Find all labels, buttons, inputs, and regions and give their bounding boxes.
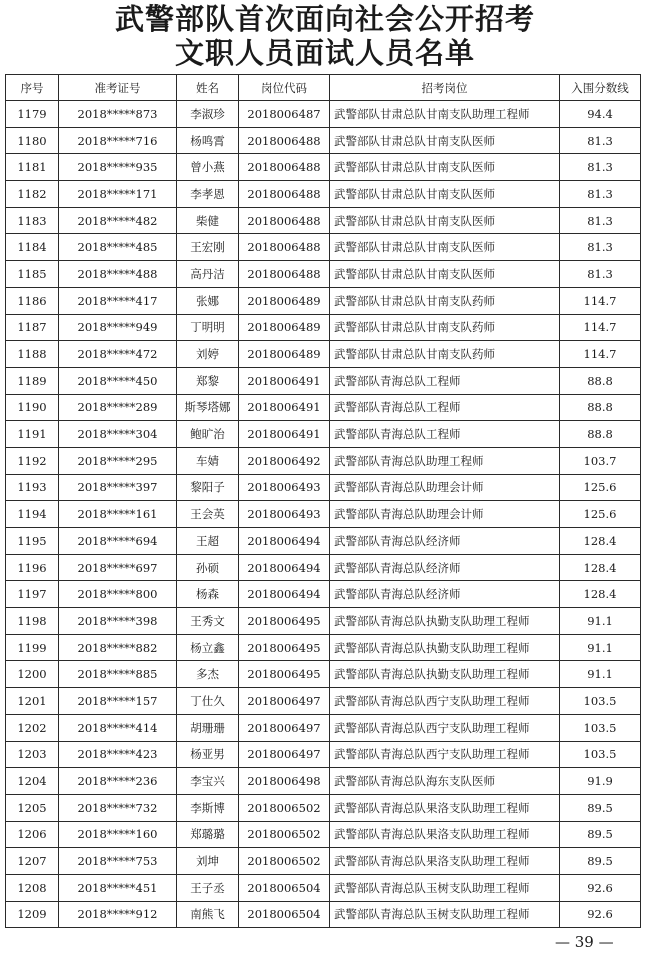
cell-post-title: 武警部队甘肃总队甘南支队医师	[330, 207, 560, 234]
cell-serial-number: 1185	[6, 261, 59, 288]
cell-cutoff-score: 81.3	[560, 234, 641, 261]
table-row	[6, 768, 641, 795]
cell-name: 李孝恩	[177, 181, 239, 208]
cell-ticket-number: 2018*****716	[59, 127, 177, 154]
cell-ticket-number: 2018*****295	[59, 447, 177, 474]
cell-post-code: 2018006488	[239, 261, 330, 288]
cell-post-title: 武警部队青海总队助理会计师	[330, 501, 560, 528]
cell-post-title: 武警部队青海总队西宁支队助理工程师	[330, 741, 560, 768]
cell-post-code: 2018006502	[239, 821, 330, 848]
table-row	[6, 287, 641, 314]
cell-name: 丁明明	[177, 314, 239, 341]
cell-post-code: 2018006502	[239, 848, 330, 875]
cell-ticket-number: 2018*****697	[59, 554, 177, 581]
cell-serial-number: 1191	[6, 421, 59, 448]
cell-post-code: 2018006494	[239, 528, 330, 555]
cell-post-code: 2018006492	[239, 447, 330, 474]
cell-cutoff-score: 91.1	[560, 634, 641, 661]
cell-serial-number: 1182	[6, 181, 59, 208]
cell-post-title: 武警部队青海总队执勤支队助理工程师	[330, 661, 560, 688]
cell-name: 李斯博	[177, 794, 239, 821]
table-row	[6, 501, 641, 528]
cell-cutoff-score: 92.6	[560, 901, 641, 928]
cell-post-title: 武警部队青海总队工程师	[330, 367, 560, 394]
cell-post-code: 2018006497	[239, 688, 330, 715]
cell-post-code: 2018006489	[239, 314, 330, 341]
cell-serial-number: 1192	[6, 447, 59, 474]
cell-serial-number: 1189	[6, 367, 59, 394]
cell-cutoff-score: 88.8	[560, 421, 641, 448]
cell-serial-number: 1194	[6, 501, 59, 528]
cell-post-code: 2018006495	[239, 608, 330, 635]
cell-name: 王超	[177, 528, 239, 555]
cell-cutoff-score: 81.3	[560, 127, 641, 154]
table-row	[6, 794, 641, 821]
cell-post-title: 武警部队青海总队经济师	[330, 581, 560, 608]
header-name: 姓名	[177, 75, 239, 101]
cell-serial-number: 1202	[6, 714, 59, 741]
cell-serial-number: 1203	[6, 741, 59, 768]
table-row	[6, 634, 641, 661]
table-row	[6, 741, 641, 768]
document-title-line-1: 武警部队首次面向社会公开招考	[114, 2, 535, 36]
cell-ticket-number: 2018*****236	[59, 768, 177, 795]
header-cutoff-score: 入围分数线	[560, 75, 641, 101]
table-row	[6, 394, 641, 421]
table-row	[6, 261, 641, 288]
cell-post-title: 武警部队甘肃总队甘南支队药师	[330, 314, 560, 341]
cell-post-code: 2018006489	[239, 341, 330, 368]
cell-name: 鲍旷治	[177, 421, 239, 448]
cell-name: 胡珊珊	[177, 714, 239, 741]
cell-ticket-number: 2018*****912	[59, 901, 177, 928]
cell-ticket-number: 2018*****485	[59, 234, 177, 261]
page-number: — 39 —	[555, 933, 614, 951]
cell-serial-number: 1183	[6, 207, 59, 234]
cell-cutoff-score: 91.9	[560, 768, 641, 795]
header-ticket-number: 准考证号	[59, 75, 177, 101]
cell-name: 南熊飞	[177, 901, 239, 928]
table-row	[6, 127, 641, 154]
table-row	[6, 848, 641, 875]
table-row	[6, 314, 641, 341]
cell-name: 王宏刚	[177, 234, 239, 261]
cell-post-code: 2018006495	[239, 634, 330, 661]
cell-serial-number: 1197	[6, 581, 59, 608]
cell-name: 杨亚男	[177, 741, 239, 768]
cell-post-title: 武警部队青海总队助理工程师	[330, 447, 560, 474]
cell-serial-number: 1204	[6, 768, 59, 795]
cell-post-title: 武警部队青海总队果洛支队助理工程师	[330, 821, 560, 848]
table-row	[6, 688, 641, 715]
cell-name: 高丹洁	[177, 261, 239, 288]
cell-name: 王会英	[177, 501, 239, 528]
cell-name: 斯琴塔娜	[177, 394, 239, 421]
cell-post-title: 武警部队甘肃总队甘南支队医师	[330, 261, 560, 288]
table-row	[6, 207, 641, 234]
cell-post-code: 2018006493	[239, 474, 330, 501]
cell-post-code: 2018006504	[239, 901, 330, 928]
cell-cutoff-score: 128.4	[560, 528, 641, 555]
cell-serial-number: 1209	[6, 901, 59, 928]
table-row	[6, 234, 641, 261]
cell-name: 柴健	[177, 207, 239, 234]
cell-ticket-number: 2018*****488	[59, 261, 177, 288]
cell-ticket-number: 2018*****171	[59, 181, 177, 208]
cell-post-title: 武警部队青海总队经济师	[330, 528, 560, 555]
cell-name: 多杰	[177, 661, 239, 688]
cell-ticket-number: 2018*****398	[59, 608, 177, 635]
table-row	[6, 581, 641, 608]
table-row	[6, 341, 641, 368]
cell-post-code: 2018006497	[239, 714, 330, 741]
cell-cutoff-score: 114.7	[560, 341, 641, 368]
table-row	[6, 181, 641, 208]
cell-cutoff-score: 114.7	[560, 314, 641, 341]
cell-name: 刘坤	[177, 848, 239, 875]
table-row	[6, 367, 641, 394]
table-row	[6, 608, 641, 635]
cell-serial-number: 1188	[6, 341, 59, 368]
cell-ticket-number: 2018*****451	[59, 874, 177, 901]
cell-post-title: 武警部队青海总队果洛支队助理工程师	[330, 794, 560, 821]
cell-cutoff-score: 88.8	[560, 394, 641, 421]
cell-post-code: 2018006497	[239, 741, 330, 768]
table-body	[6, 101, 641, 928]
header-post-code: 岗位代码	[239, 75, 330, 101]
cell-post-code: 2018006489	[239, 287, 330, 314]
cell-serial-number: 1179	[6, 101, 59, 128]
header-post-title: 招考岗位	[330, 75, 560, 101]
table-row	[6, 447, 641, 474]
cell-ticket-number: 2018*****732	[59, 794, 177, 821]
cell-ticket-number: 2018*****397	[59, 474, 177, 501]
cell-ticket-number: 2018*****161	[59, 501, 177, 528]
table-header-row	[6, 75, 641, 101]
cell-serial-number: 1201	[6, 688, 59, 715]
cell-ticket-number: 2018*****753	[59, 848, 177, 875]
cell-cutoff-score: 128.4	[560, 554, 641, 581]
cell-ticket-number: 2018*****800	[59, 581, 177, 608]
cell-post-title: 武警部队青海总队海东支队医师	[330, 768, 560, 795]
cell-name: 王秀文	[177, 608, 239, 635]
cell-cutoff-score: 81.3	[560, 181, 641, 208]
cell-serial-number: 1196	[6, 554, 59, 581]
table-row	[6, 101, 641, 128]
cell-post-title: 武警部队甘肃总队甘南支队医师	[330, 181, 560, 208]
table-row	[6, 821, 641, 848]
cell-post-code: 2018006488	[239, 207, 330, 234]
cell-serial-number: 1206	[6, 821, 59, 848]
cell-ticket-number: 2018*****885	[59, 661, 177, 688]
cell-serial-number: 1181	[6, 154, 59, 181]
cell-name: 孙硕	[177, 554, 239, 581]
cell-post-code: 2018006488	[239, 181, 330, 208]
cell-cutoff-score: 103.5	[560, 688, 641, 715]
cell-name: 李淑珍	[177, 101, 239, 128]
cell-post-code: 2018006498	[239, 768, 330, 795]
cell-post-title: 武警部队甘肃总队甘南支队药师	[330, 287, 560, 314]
cell-ticket-number: 2018*****160	[59, 821, 177, 848]
cell-serial-number: 1187	[6, 314, 59, 341]
cell-serial-number: 1195	[6, 528, 59, 555]
cell-serial-number: 1205	[6, 794, 59, 821]
cell-post-code: 2018006493	[239, 501, 330, 528]
cell-serial-number: 1184	[6, 234, 59, 261]
cell-post-code: 2018006488	[239, 127, 330, 154]
document-title-line-2: 文职人员面试人员名单	[174, 36, 475, 70]
cell-post-title: 武警部队青海总队玉树支队助理工程师	[330, 874, 560, 901]
cell-post-code: 2018006494	[239, 581, 330, 608]
cell-name: 杨鸣霄	[177, 127, 239, 154]
table-row	[6, 901, 641, 928]
cell-post-code: 2018006491	[239, 421, 330, 448]
cell-cutoff-score: 94.4	[560, 101, 641, 128]
cell-name: 郑璐璐	[177, 821, 239, 848]
cell-cutoff-score: 89.5	[560, 848, 641, 875]
cell-ticket-number: 2018*****694	[59, 528, 177, 555]
cell-name: 杨森	[177, 581, 239, 608]
cell-post-code: 2018006488	[239, 154, 330, 181]
cell-cutoff-score: 81.3	[560, 261, 641, 288]
cell-cutoff-score: 89.5	[560, 794, 641, 821]
cell-name: 李宝兴	[177, 768, 239, 795]
cell-post-title: 武警部队甘肃总队甘南支队药师	[330, 341, 560, 368]
cell-name: 王子丞	[177, 874, 239, 901]
cell-post-code: 2018006491	[239, 367, 330, 394]
cell-post-title: 武警部队甘肃总队甘南支队医师	[330, 127, 560, 154]
cell-ticket-number: 2018*****882	[59, 634, 177, 661]
cell-post-title: 武警部队青海总队助理会计师	[330, 474, 560, 501]
cell-cutoff-score: 88.8	[560, 367, 641, 394]
cell-post-title: 武警部队青海总队工程师	[330, 421, 560, 448]
cell-serial-number: 1190	[6, 394, 59, 421]
cell-cutoff-score: 103.7	[560, 447, 641, 474]
cell-cutoff-score: 125.6	[560, 474, 641, 501]
cell-ticket-number: 2018*****949	[59, 314, 177, 341]
cell-cutoff-score: 103.5	[560, 741, 641, 768]
table-row	[6, 661, 641, 688]
cell-cutoff-score: 81.3	[560, 207, 641, 234]
cell-ticket-number: 2018*****157	[59, 688, 177, 715]
cell-post-code: 2018006488	[239, 234, 330, 261]
cell-post-title: 武警部队青海总队果洛支队助理工程师	[330, 848, 560, 875]
cell-cutoff-score: 114.7	[560, 287, 641, 314]
cell-cutoff-score: 81.3	[560, 154, 641, 181]
cell-serial-number: 1186	[6, 287, 59, 314]
cell-post-title: 武警部队青海总队经济师	[330, 554, 560, 581]
cell-serial-number: 1207	[6, 848, 59, 875]
cell-post-title: 武警部队青海总队执勤支队助理工程师	[330, 608, 560, 635]
cell-post-code: 2018006487	[239, 101, 330, 128]
cell-post-title: 武警部队甘肃总队甘南支队助理工程师	[330, 101, 560, 128]
table-row	[6, 421, 641, 448]
header-serial-number: 序号	[6, 75, 59, 101]
cell-ticket-number: 2018*****304	[59, 421, 177, 448]
cell-cutoff-score: 89.5	[560, 821, 641, 848]
cell-ticket-number: 2018*****423	[59, 741, 177, 768]
cell-post-code: 2018006494	[239, 554, 330, 581]
cell-cutoff-score: 91.1	[560, 608, 641, 635]
candidate-table	[5, 74, 641, 928]
cell-post-title: 武警部队青海总队西宁支队助理工程师	[330, 714, 560, 741]
cell-cutoff-score: 92.6	[560, 874, 641, 901]
cell-cutoff-score: 103.5	[560, 714, 641, 741]
cell-name: 黎阳子	[177, 474, 239, 501]
cell-post-title: 武警部队青海总队西宁支队助理工程师	[330, 688, 560, 715]
cell-post-code: 2018006504	[239, 874, 330, 901]
cell-serial-number: 1199	[6, 634, 59, 661]
cell-serial-number: 1198	[6, 608, 59, 635]
cell-ticket-number: 2018*****935	[59, 154, 177, 181]
cell-serial-number: 1180	[6, 127, 59, 154]
cell-ticket-number: 2018*****289	[59, 394, 177, 421]
cell-post-title: 武警部队青海总队玉树支队助理工程师	[330, 901, 560, 928]
cell-name: 车婧	[177, 447, 239, 474]
cell-ticket-number: 2018*****414	[59, 714, 177, 741]
cell-cutoff-score: 91.1	[560, 661, 641, 688]
table-row	[6, 554, 641, 581]
cell-name: 曾小燕	[177, 154, 239, 181]
cell-name: 张娜	[177, 287, 239, 314]
cell-post-title: 武警部队青海总队执勤支队助理工程师	[330, 634, 560, 661]
table-row	[6, 474, 641, 501]
cell-serial-number: 1200	[6, 661, 59, 688]
cell-name: 丁仕久	[177, 688, 239, 715]
cell-ticket-number: 2018*****450	[59, 367, 177, 394]
cell-cutoff-score: 125.6	[560, 501, 641, 528]
cell-post-code: 2018006502	[239, 794, 330, 821]
cell-post-code: 2018006491	[239, 394, 330, 421]
cell-serial-number: 1208	[6, 874, 59, 901]
cell-name: 郑黎	[177, 367, 239, 394]
cell-name: 刘婷	[177, 341, 239, 368]
cell-cutoff-score: 128.4	[560, 581, 641, 608]
cell-post-title: 武警部队青海总队工程师	[330, 394, 560, 421]
table-row	[6, 874, 641, 901]
cell-name: 杨立鑫	[177, 634, 239, 661]
table-row	[6, 528, 641, 555]
cell-post-title: 武警部队甘肃总队甘南支队医师	[330, 154, 560, 181]
cell-ticket-number: 2018*****873	[59, 101, 177, 128]
cell-post-title: 武警部队甘肃总队甘南支队医师	[330, 234, 560, 261]
cell-ticket-number: 2018*****482	[59, 207, 177, 234]
table-row	[6, 714, 641, 741]
cell-serial-number: 1193	[6, 474, 59, 501]
cell-ticket-number: 2018*****417	[59, 287, 177, 314]
cell-post-code: 2018006495	[239, 661, 330, 688]
cell-ticket-number: 2018*****472	[59, 341, 177, 368]
table-row	[6, 154, 641, 181]
